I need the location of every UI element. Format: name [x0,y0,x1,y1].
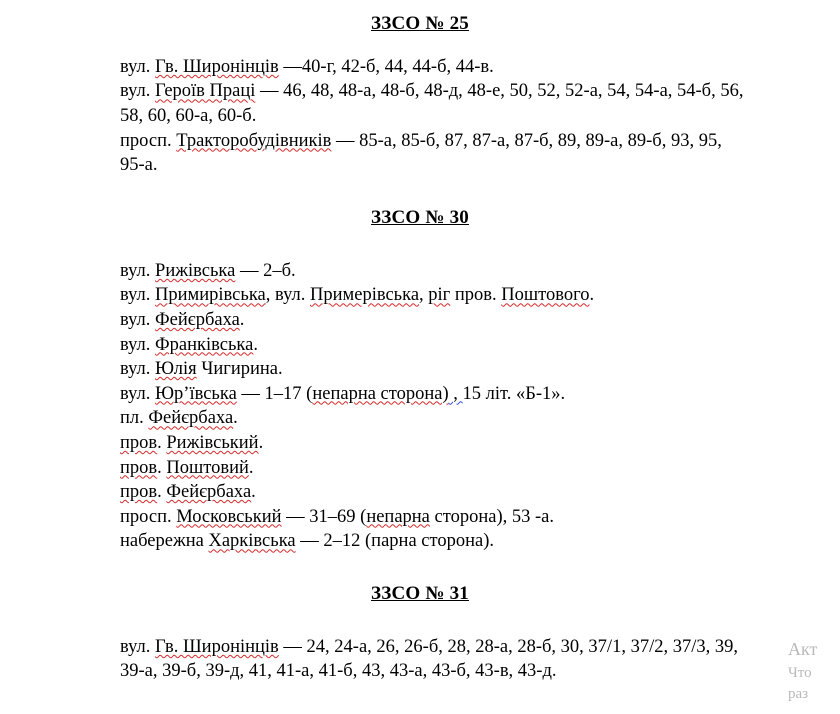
activation-watermark [788,636,834,706]
address-block [0,55,840,178]
address-line [120,308,826,333]
spellcheck-run: пров [120,432,158,453]
spellcheck-run: Рижівський [166,432,259,453]
section-heading [0,584,840,605]
text-run: вул. [120,636,156,657]
address-line [120,153,826,178]
text-run: . [253,334,258,355]
address-line [120,456,826,481]
spellcheck-run: пров [120,482,158,503]
text-run: набережна [120,531,209,552]
text-run: вул. [120,359,156,380]
address-line [120,431,826,456]
text-run: вул. [120,285,156,306]
document-body [0,14,840,714]
text-run: вул. [120,334,156,355]
text-run: вул. [120,81,156,102]
address-line [120,659,826,684]
spellcheck-run: Поштового [501,285,590,306]
text-run: — 46, 48, 48-а, 48-б, 48-д, 48-е, 50, 52, 52-а, 54, 54-а, 54-б, 56, [255,81,744,102]
spacer [0,35,840,55]
spacer [0,554,840,584]
spellcheck-run: Фейєрбаха [155,309,240,330]
address-line [120,79,826,104]
text-run: — 24, 24-а, 26, 26-б, 28, 28-а, 28-б, 30, 37/1, 37/2, 37/3, 39, [278,636,738,657]
section-heading-text: ЗЗСО № 30 [371,206,469,228]
text-run: 15 літ. «Б-1». [462,383,566,404]
text-run: . [589,285,595,306]
address-line [120,283,826,308]
watermark-line-2: Что [788,664,812,681]
address-line [120,505,826,530]
spacer [0,229,840,259]
address-line [120,104,826,129]
spellcheck-run: Тракторобудівників [176,130,332,151]
spellcheck-run: Харківська [208,531,296,552]
address-line [120,529,826,554]
section-heading [0,208,840,229]
address-line [120,480,826,505]
address-line [120,259,826,284]
text-run: . [233,408,238,429]
text-run: , [419,285,429,306]
text-run: просп. [120,506,177,527]
address-block [0,635,840,684]
text-run: . [157,482,167,503]
address-line [120,357,826,382]
address-line [120,635,826,660]
text-run: 95-а. [120,155,158,176]
text-run: . [239,309,245,330]
text-run: 85-а, 85-б, 87, 87-а, 87-б, 89, 89-а, 89-б, 93, 95, [359,130,722,151]
address-line [120,406,826,431]
spellcheck-run: Рижівська [155,260,236,281]
spellcheck-run: Юлія [155,359,197,380]
text-run: вул. [120,260,156,281]
text-run: . [157,432,167,453]
text-run: — [331,130,360,151]
spellcheck-run: Фейєрбаха [148,408,234,429]
text-run: . [258,432,264,453]
text-run: — 2–12 (парна сторона). [295,531,494,552]
section-heading [0,14,840,35]
section-heading-text: ЗЗСО № 25 [371,13,469,34]
text-run: 58, 60, 60-а, 60-б. [120,106,257,127]
text-run: пл. [120,408,149,429]
text-run: . [157,457,167,478]
text-run: — 31–69 ( [281,506,367,527]
section-heading-text: ЗЗСО № 31 [371,582,469,604]
spellcheck-run: пров [120,457,158,478]
spellcheck-run: Примирівська [155,285,266,306]
spacer [0,684,840,714]
address-block [0,259,840,554]
top-padding [0,0,840,14]
address-line [120,129,826,154]
spellcheck-run: Фейєрбаха [166,482,252,503]
spellcheck-run: Московський [176,506,282,527]
spellcheck-run: непарна сторона) [312,383,449,404]
text-run: вул. [120,383,156,404]
text-run: — 2–б. [235,260,296,281]
spacer [0,605,840,635]
spellcheck-run: Поштовий [166,457,249,478]
spellcheck-run: непарна [366,506,430,527]
text-run: — 1–17 ( [236,383,313,404]
address-line [120,382,826,407]
text-run: пров. [450,285,502,306]
address-line [120,333,826,358]
text-run: просп. [120,130,177,151]
spellcheck-run: Гв. Широнінців [155,636,279,657]
spellcheck-run: Примерівська [310,285,420,306]
text-run: вул. [120,309,156,330]
watermark-line-1: Акт [788,639,818,660]
text-run: Чигирина. [196,359,283,380]
text-run: —40-г, 42-б, 44, 44-б, 44-в. [278,56,494,77]
text-run: вул. [120,56,156,77]
text-run: 39-а, 39-б, 39-д, 41, 41-а, 41-б, 43, 43-а, 43-б, 43-в, 43-д. [120,661,557,682]
grammar-run: , [448,383,463,404]
spellcheck-run: Юр’ївська [155,383,237,404]
address-line [120,55,826,80]
spellcheck-run: Франківська [155,334,254,355]
spellcheck-run: Гв. Широнінців [155,56,279,77]
spacer [0,178,840,208]
text-run: . [248,457,254,478]
spellcheck-run: Героїв Праці [155,81,256,102]
text-run: , вул. [265,285,311,306]
text-run: сторона), 53 -а. [429,506,554,527]
watermark-line-3: раз [788,686,809,703]
text-run: . [251,482,256,503]
spellcheck-run: ріг [428,285,451,306]
